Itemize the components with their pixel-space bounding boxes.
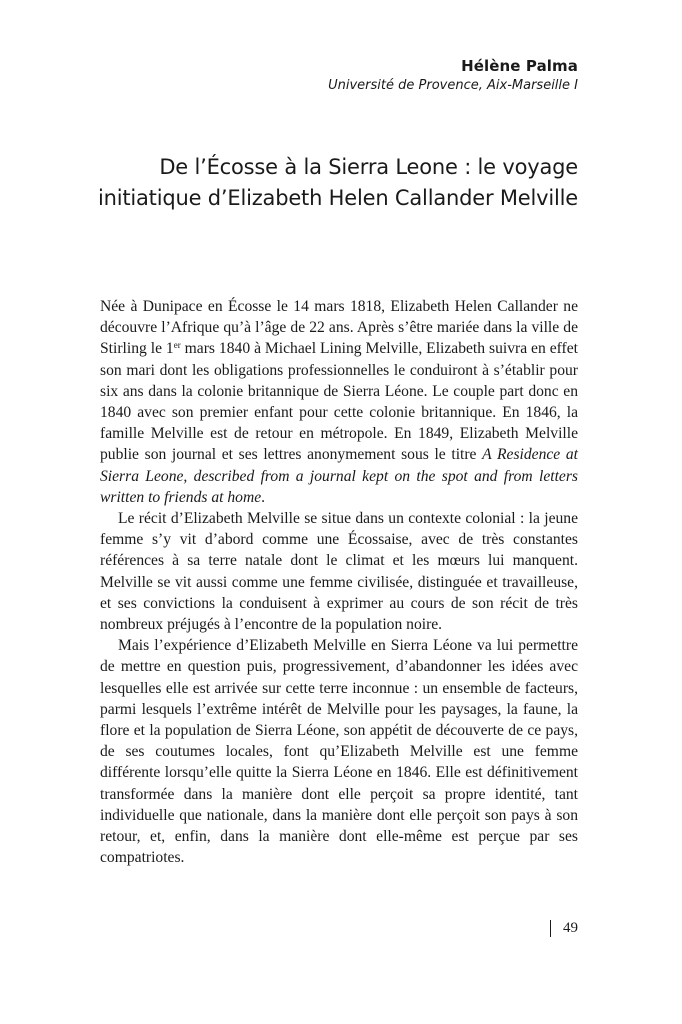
article-title-line-2: initiatique d’Elizabeth Helen Callander Melville [97, 186, 578, 210]
author-name: Hélène Palma [461, 57, 578, 75]
ordinal-superscript: er [173, 340, 181, 351]
author-affiliation: Université de Provence, Aix-Marseille I [328, 78, 578, 93]
book-title-italic: A Residence at Sierra Leone, described from a journal kept on the spot and from letters written to friends at home [100, 446, 578, 506]
paragraph-1-text-b: mars 1840 à Michael Lining Melville, Elizabeth suivra en effet son mari dont les obligations professionnelles le conduiront à s’établir pour six ans dans la colonie britannique de Sierra Léone. Le couple part donc en 1840 avec son premier enfant pour cette colonie britannique. En 1846, la famille Melville est de retour en métropole. En 1849, Elizabeth Melville publie son journal et ses lettres anonymement sous le titre [100, 340, 578, 464]
paragraph-1-text-a: Née à Dunipace en Écosse le 14 mars 1818, Elizabeth Helen Callander ne découvre l’Afrique qu’à l’âge de 22 ans. Après s’être mariée dans la ville de Stirling le 1 [100, 298, 578, 358]
page-number: 49 [563, 920, 578, 936]
author-block [328, 56, 578, 96]
article-title [58, 152, 578, 214]
paragraph-1 [100, 296, 578, 508]
paragraph-2: Le récit d’Elizabeth Melville se situe dans un contexte colonial : la jeune femme s’y vit d’abord comme une Écossaise, avec de très constantes références à sa terre natale dont le climat et les mœurs lui manquent. Melville se vit aussi comme une femme civilisée, distinguée et travailleuse, et ses convictions la conduisent à exprimer au cours de son récit de très nombreux préjugés à l’encontre de la population noire. [100, 510, 578, 634]
paragraph-3: Mais l’expérience d’Elizabeth Melville en Sierra Léone va lui permettre de mettre en question puis, progressivement, d’abandonner les idées avec lesquelles elle est arrivée sur cette terre inconnue : un ensemble de facteurs, parmi lesquels l’extrême intérêt de Melville pour les paysages, la faune, la flore et la population de Sierra Léone, son appétit de découverte de ce pays, de ses coutumes locales, font qu’Elizabeth Melville est une femme différente lorsqu’elle quitte la Sierra Léone en 1846. Elle est définitivement transformée dans la manière dont elle perçoit sa propre identité, tant individuelle que nationale, dans la manière dont elle perçoit son pays à son retour, et, enfin, dans la manière dont elle-même est perçue par ses compatriotes. [100, 637, 578, 867]
article-body [100, 296, 578, 868]
paragraph-1-text-c: . [261, 488, 266, 506]
article-title-line-1: De l’Écosse à la Sierra Leone : le voyage [159, 155, 578, 179]
folio-divider [550, 920, 551, 937]
page-folio [550, 918, 578, 938]
